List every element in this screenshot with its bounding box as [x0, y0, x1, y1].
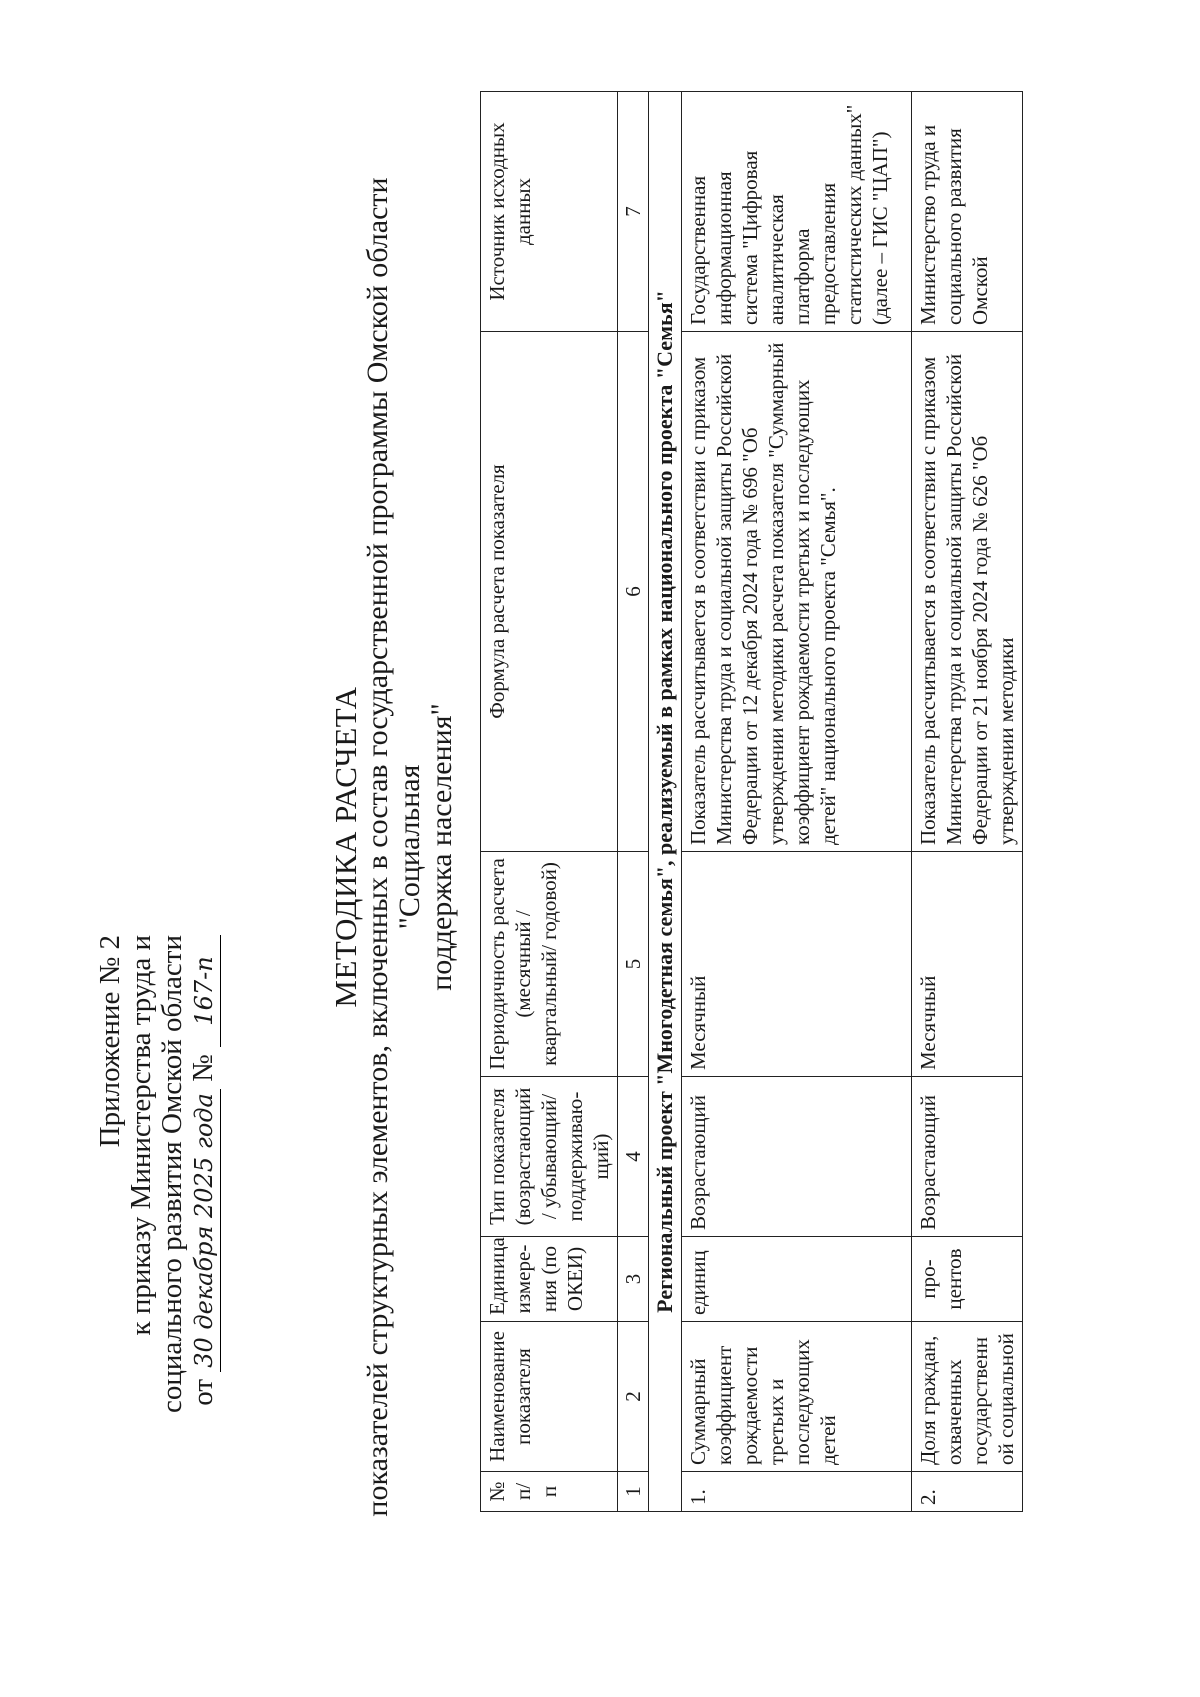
column-number: 5 — [618, 852, 649, 1077]
column-number: 2 — [618, 1322, 649, 1472]
column-number: 7 — [618, 92, 649, 332]
section-title: Региональный проект "Многодетная семья", реализуемый в рамках национального проекта "Семья" — [649, 92, 682, 1512]
header-cell-type: Тип показателя (возрастающий / убывающий/ поддерживаю-щий) — [481, 1077, 618, 1237]
appendix-date-line — [188, 935, 221, 1635]
indicator-unit: единиц — [682, 1237, 912, 1322]
section-row — [649, 92, 682, 1512]
column-number-row — [618, 92, 649, 1512]
row-number: 1. — [682, 1472, 912, 1512]
indicator-source: Государственная информационная система "Цифровая аналитическая платформа предоставления статистических данных" (далее – ГИС "ЦАП") — [682, 92, 912, 332]
indicator-formula: Показатель рассчитывается в соответствии с приказом Министерства труда и социальной защиты Российской Федерации от 21 ноября 2024 года № 626 "Об утверждении методики — [912, 332, 1023, 852]
title-subtitle-1: показателей структурных элементов, включенных в состав государственной программы Омской области "Социальная — [361, 177, 426, 1517]
indicator-period: Месячный — [682, 852, 912, 1077]
indicator-type: Возрастающий — [682, 1077, 912, 1237]
appendix-ministry-line: социального развития Омской области — [156, 935, 188, 1413]
indicator-formula: Показатель рассчитывается в соответствии с приказом Министерства труда и социальной защиты Российской Федерации от 12 декабря 2024 года № 696 "Об утверждении методики расчета показателя "Суммарный коэффициент рождаемости третьих и последующих детей" национального проекта "Семья". — [682, 332, 912, 852]
methodology-table — [480, 91, 1023, 1512]
header-cell-name: Наименование показателя — [481, 1322, 618, 1472]
column-number: 1 — [618, 1472, 649, 1512]
header-cell-period: Периодичность расчета (месячный /квартальный/ годовой) — [481, 852, 618, 1077]
table-header-row — [481, 92, 618, 1512]
column-number: 6 — [618, 332, 649, 852]
title-subtitle-2: поддержка населения" — [425, 703, 458, 991]
table-row — [682, 92, 912, 1512]
title-main: МЕТОДИКА РАСЧЕТА — [328, 686, 363, 1008]
appendix-label: Приложение № 2 — [94, 935, 126, 1148]
column-number: 3 — [618, 1237, 649, 1322]
header-cell-number: № п/п — [481, 1472, 618, 1512]
number-prefix: № — [187, 1054, 219, 1082]
date-prefix: от — [187, 1378, 219, 1406]
indicator-name: Суммарный коэффициент рождаемости третьих и последующих детей — [682, 1322, 912, 1472]
document-title — [330, 137, 458, 1557]
header-cell-source: Источник исходных данных — [481, 92, 618, 332]
indicator-source: Министерство труда и социального развития Омской — [912, 92, 1023, 332]
header-cell-unit: Единица измере-ния (по ОКЕИ) — [481, 1237, 618, 1322]
appendix-header — [95, 935, 221, 1635]
column-number: 4 — [618, 1077, 649, 1237]
indicator-period: Месячный — [912, 852, 1023, 1077]
indicator-unit: про-центов — [912, 1237, 1023, 1322]
header-cell-formula: Формула расчета показателя — [481, 332, 618, 852]
order-number: 167-п — [189, 935, 221, 1047]
indicator-type: Возрастающий — [912, 1077, 1023, 1237]
order-date: 30 декабря 2025 года — [189, 1089, 221, 1372]
row-number: 2. — [912, 1472, 1023, 1512]
appendix-order-line: к приказу Министерства труда и — [125, 935, 157, 1336]
indicator-name: Доля граждан, охваченных государственн ой социальной — [912, 1322, 1023, 1472]
table-row — [912, 92, 1023, 1512]
